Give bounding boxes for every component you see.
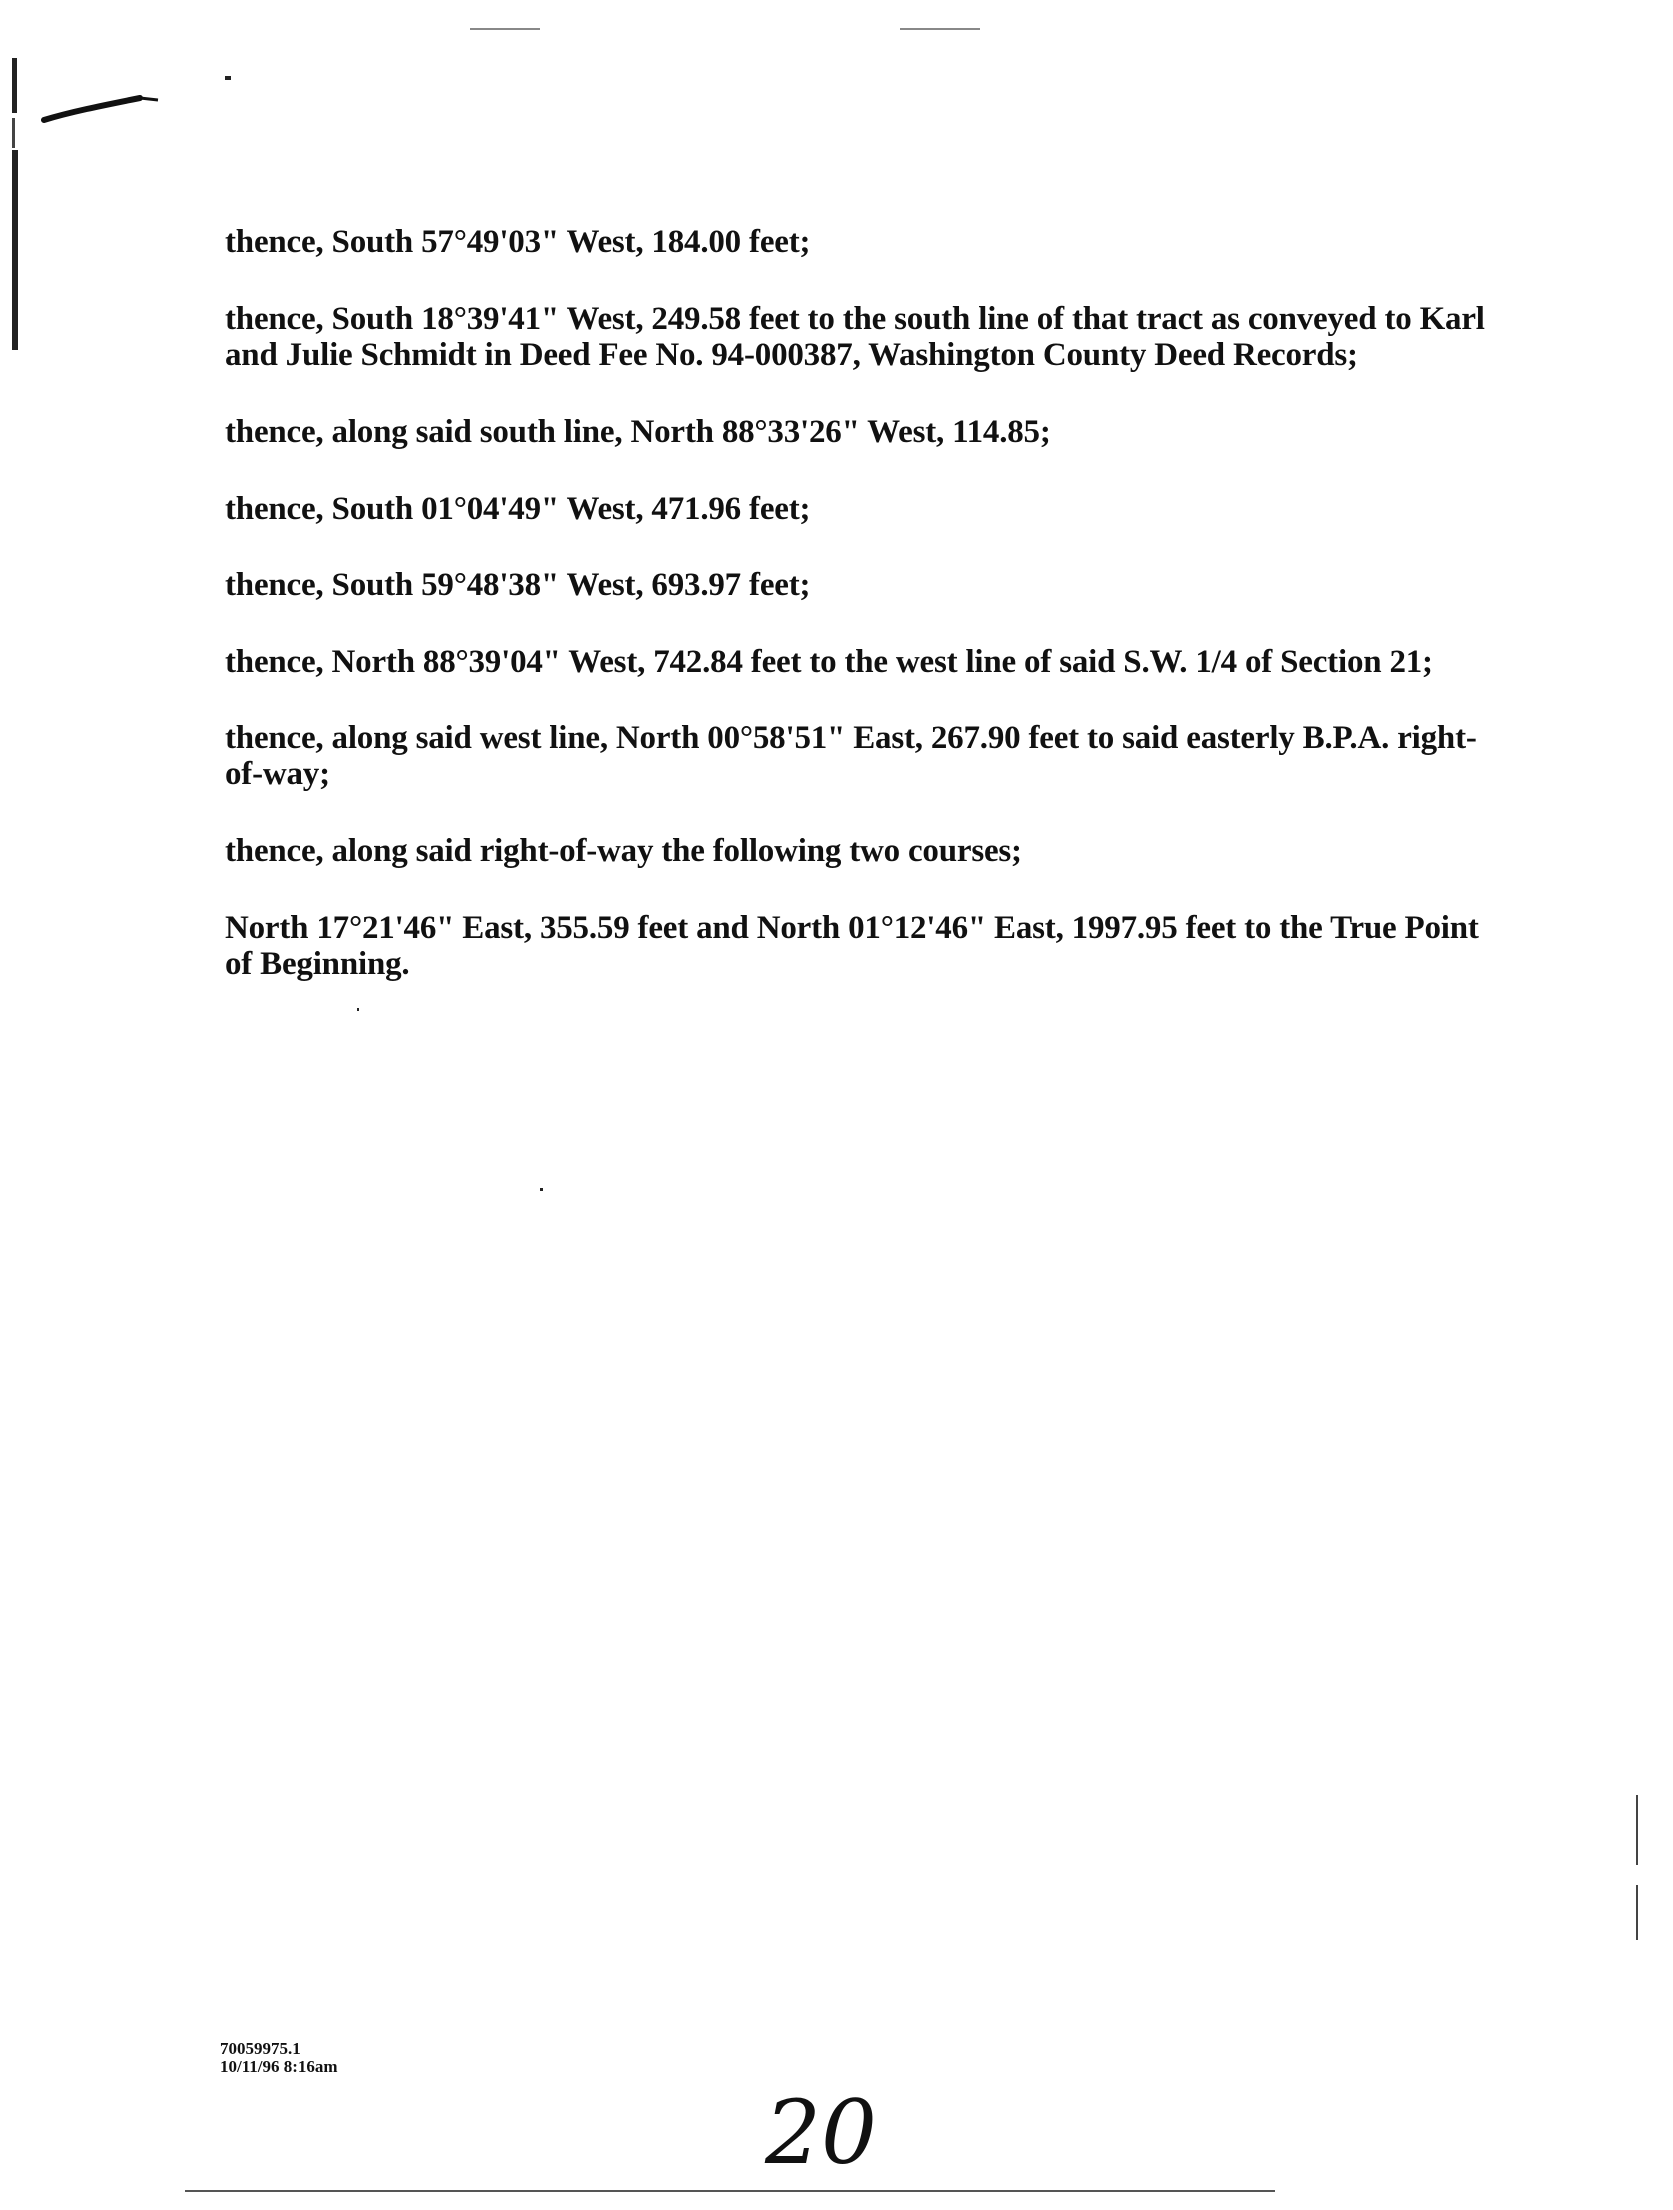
scan-dot [357, 1008, 359, 1011]
legal-description-paragraph: thence, along said south line, North 88°33'26" West, 114.85; [225, 414, 1051, 450]
scan-edge-line [1636, 1885, 1638, 1940]
document-id: 70059975.1 [220, 2039, 301, 2058]
legal-description-paragraph: thence, South 18°39'41" West, 249.58 feet to the south line of that tract as conveyed to Karl and Julie Schmidt in Deed Fee No. 94-000387, Washington County Deed Records; [225, 301, 1485, 373]
legal-description-paragraph: thence, South 57°49'03" West, 184.00 feet; [225, 224, 811, 260]
binding-mark [12, 58, 17, 113]
legal-description-paragraph: thence, South 01°04'49" West, 471.96 feet; [225, 491, 811, 527]
page-number-text: 20 [765, 2085, 877, 2184]
pen-stroke-mark [40, 80, 170, 130]
document-timestamp: 10/11/96 8:16am [220, 2057, 338, 2076]
scan-dash [470, 28, 540, 30]
scan-edge-line [185, 2190, 1275, 2192]
binding-mark [12, 150, 18, 350]
handwritten-page-number [755, 2085, 915, 2185]
legal-description-paragraph: thence, South 59°48'38" West, 693.97 feet; [225, 567, 811, 603]
binding-mark [12, 118, 15, 148]
legal-description-paragraph: thence, along said west line, North 00°58'51" East, 267.90 feet to said easterly B.P.A. right-of-way; [225, 720, 1477, 792]
legal-description-paragraph: North 17°21'46" East, 355.59 feet and North 01°12'46" East, 1997.95 feet to the True Point of Beginning. [225, 910, 1479, 982]
legal-description-paragraph: thence, along said right-of-way the following two courses; [225, 833, 1022, 869]
scan-dot [540, 1188, 543, 1191]
legal-description-paragraph: thence, North 88°39'04" West, 742.84 feet to the west line of said S.W. 1/4 of Section 21; [225, 644, 1433, 680]
scan-dot [225, 76, 231, 80]
scan-edge-line [1636, 1795, 1638, 1865]
scan-dash [900, 28, 980, 30]
